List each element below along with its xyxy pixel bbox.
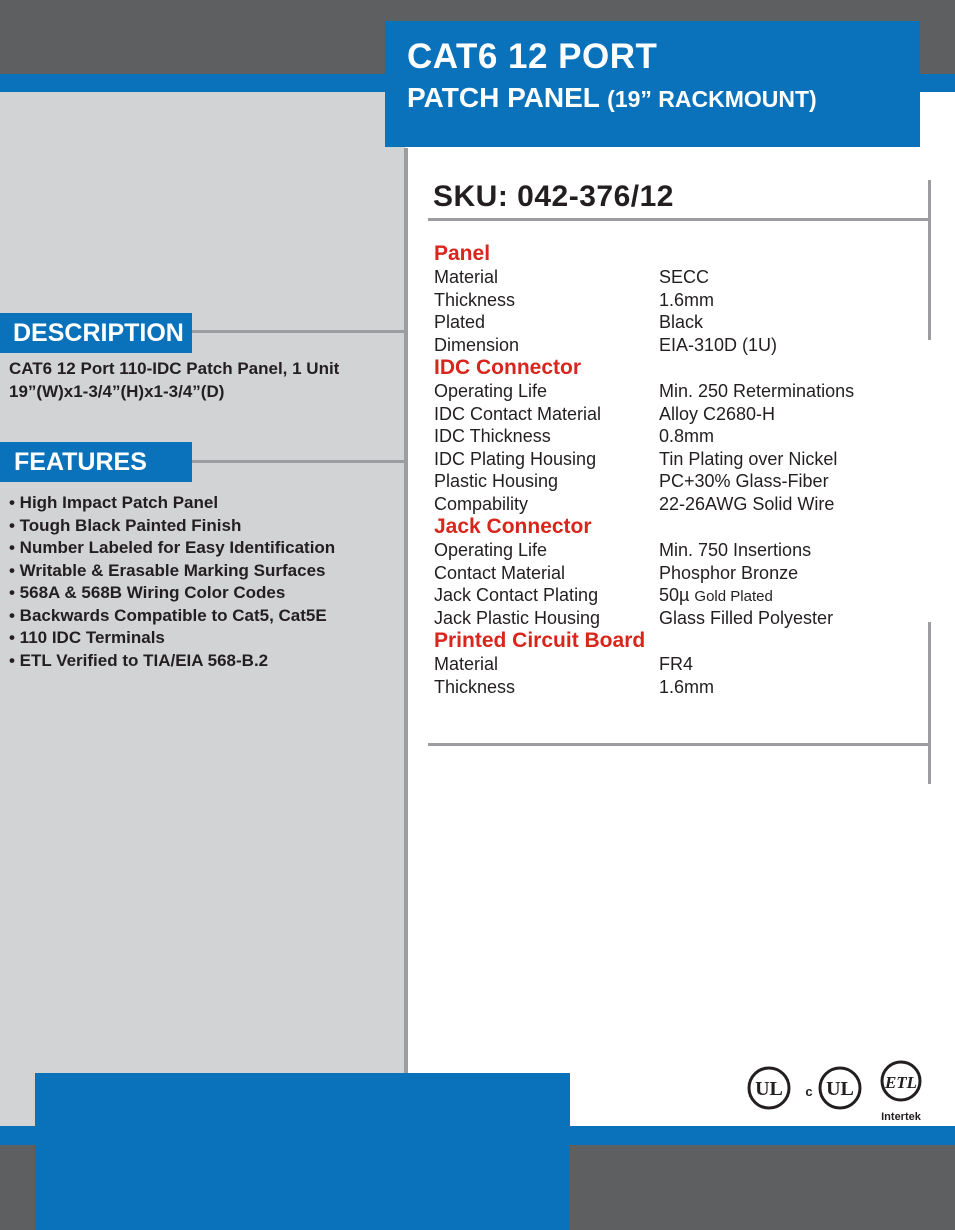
spec-value: Min. 750 Insertions [659,540,812,560]
right-rule-bottom [928,622,931,784]
spec-label: Material [434,654,499,674]
description-line2: 19”(W)x1-3/4”(H)x1-3/4”(D) [9,382,225,401]
specifications [434,242,904,698]
spec-row [434,425,904,448]
title-line1: CAT6 12 PORT [407,37,658,76]
spec-row [434,676,904,699]
vertical-divider [404,148,408,1138]
description-line1: CAT6 12 Port 110-IDC Patch Panel, 1 Unit [9,359,340,378]
spec-label: Plated [434,312,486,332]
spec-label: Jack Plastic Housing [434,607,601,628]
spec-label: IDC Contact Material [434,403,602,424]
list-item: • 568A & 568B Wiring Color Codes [9,583,286,602]
description-heading: DESCRIPTION [0,313,192,353]
list-item: • Backwards Compatible to Cat5, Cat5E [9,605,327,625]
features-rule [192,460,404,463]
certification-marks [745,1058,930,1123]
features-heading: FEATURES [0,442,192,482]
spec-row [434,607,904,630]
sku-label: SKU: 042-376/12 [433,180,674,213]
spec-label: Thickness [434,676,516,697]
spec-value: Phosphor Bronze [659,562,799,583]
spec-label: Dimension [434,334,520,355]
spec-row [434,403,904,426]
spec-value: Glass Filled Polyester [659,607,834,628]
list-item: • ETL Verified to TIA/EIA 568-B.2 [9,650,269,670]
section-heading-idc: IDC Connector [434,356,581,379]
cul-listed-icon [820,1068,860,1108]
list-item: • Writable & Erasable Marking Surfaces [9,560,326,580]
spec-label: Jack Contact Plating [434,585,599,605]
ul-mark-text: UL [755,1078,783,1100]
spec-row [434,311,904,334]
spec-row [434,584,904,607]
spec-value-main: 50µ [659,585,690,605]
spec-value: Black [659,312,704,332]
spec-value: 22-26AWG Solid Wire [659,493,835,514]
etl-intertek-icon [881,1062,922,1123]
spec-row [434,289,904,312]
spec-row [434,493,904,516]
section-heading-pcb: Printed Circuit Board [434,629,646,652]
features-list [9,492,335,672]
section-heading-panel: Panel [434,242,491,265]
intertek-text: Intertek [881,1111,921,1123]
spec-row [434,380,904,403]
title-line2-main: PATCH PANEL [407,82,600,113]
spec-row [434,470,904,493]
spec-row [434,562,904,585]
bottom-blue-box [35,1073,570,1230]
spec-label: Operating Life [434,540,548,560]
spec-label: Contact Material [434,562,566,583]
spec-value: Min. 250 Reterminations [659,381,855,401]
spec-value: EIA-310D (1U) [659,334,778,355]
cul-mark-text: UL [826,1078,854,1100]
spec-value: 0.8mm [659,426,715,446]
spec-label: Thickness [434,289,516,310]
right-rule-top [928,180,931,340]
spec-value: FR4 [659,654,694,674]
etl-mark-text: ETL [884,1073,918,1092]
spec-label: IDC Plating Housing [434,448,597,469]
title-box [385,21,920,147]
spec-value [659,584,773,609]
c-mark-text: c [805,1084,813,1099]
spec-value: 1.6mm [659,676,715,697]
list-item: • High Impact Patch Panel [9,493,219,512]
spec-row [434,653,904,676]
list-item: • 110 IDC Terminals [9,628,165,647]
description-rule [192,330,404,333]
spec-label: Operating Life [434,381,548,401]
sku-rule [428,218,930,221]
specs-bottom-rule [428,743,930,746]
list-item: • Number Labeled for Easy Identification [9,538,336,557]
spec-label: Plastic Housing [434,471,559,491]
spec-label: Compability [434,493,529,514]
spec-value: PC+30% Glass-Fiber [659,471,829,491]
ul-listed-icon [749,1068,789,1108]
spec-value-small: Gold Plated [694,588,773,605]
spec-value: Alloy C2680-H [659,403,776,424]
spec-row [434,539,904,562]
description-text [9,357,339,403]
spec-value: 1.6mm [659,289,715,310]
spec-row [434,334,904,357]
spec-label: IDC Thickness [434,426,551,446]
title-line2-sub: (19” RACKMOUNT) [607,86,817,112]
spec-row [434,266,904,289]
spec-value: Tin Plating over Nickel [659,448,838,469]
title-line2 [407,82,817,114]
section-heading-jack: Jack Connector [434,515,592,538]
spec-value: SECC [659,267,710,287]
spec-label: Material [434,267,499,287]
spec-row [434,448,904,471]
list-item: • Tough Black Painted Finish [9,515,242,535]
